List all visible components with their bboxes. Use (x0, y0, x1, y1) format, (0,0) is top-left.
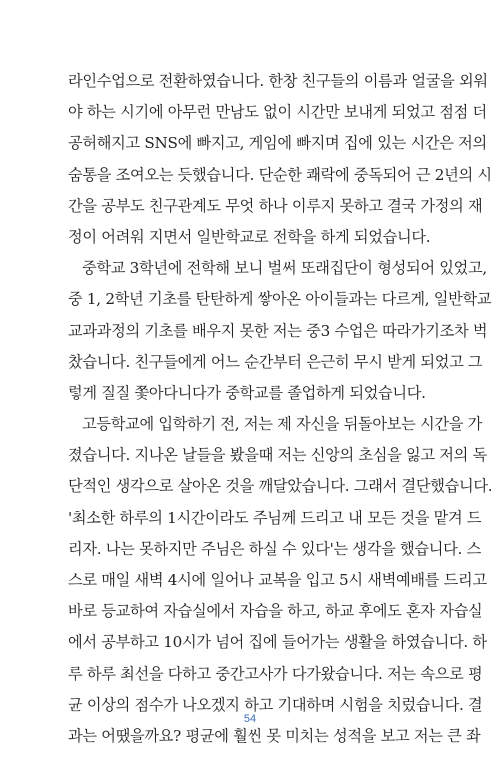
text-line: 과는 어땠을까요? 평균에 훨씬 못 미치는 성적을 보고 저는 큰 좌 (68, 726, 481, 745)
text-line: 야 하는 시기에 아무런 만남도 없이 시간만 보내게 되었고 점점 더 (68, 103, 487, 122)
text-line: 균 이상의 점수가 나오겠지 하고 기대하며 시험을 치렀습니다. 결 (68, 695, 483, 714)
text-line: 중 1, 2학년 기초를 탄탄하게 쌓아온 아이들과는 다르게, 일반학교 (68, 290, 492, 309)
text-line: 고등학교에 입학하기 전, 저는 제 자신을 뒤돌아보는 시간을 가 (82, 415, 483, 434)
text-line: 공허해지고 SNS에 빠지고, 게임에 빠지며 집에 있는 시간은 저의 (68, 134, 487, 153)
text-line: 중학교 3학년에 전학해 보니 벌써 또래집단이 형성되어 있었고, (82, 259, 487, 278)
paragraph-3 (68, 409, 493, 752)
paragraph-1 (68, 66, 492, 253)
text-line: 정이 어려워 지면서 일반학교로 전학을 하게 되었습니다. (68, 227, 431, 246)
page-number: 54 (243, 713, 257, 725)
text-line: 라인수업으로 전환하였습니다. 한창 친구들의 이름과 얼굴을 외워 (68, 72, 488, 90)
body-text (68, 66, 493, 752)
text-line: 리자. 나는 못하지만 주님은 하실 수 있다'는 생각을 했습니다. 스 (68, 539, 481, 558)
text-line: 간을 공부도 친구관계도 무엇 하나 이루지 못하고 결국 가정의 재 (68, 196, 483, 215)
text-line: 교과과정의 기초를 배우지 못한 저는 중3 수업은 따라가기조차 벅 (68, 321, 488, 340)
text-line: 바로 등교하여 자습실에서 자습을 하고, 하교 후에도 혼자 자습실 (68, 602, 483, 621)
text-line: 루 하루 최선을 다하고 중간고사가 다가왔습니다. 저는 속으로 평 (68, 664, 483, 683)
text-line: 찼습니다. 친구들에게 어느 순간부터 은근히 무시 받게 되었고 그 (68, 352, 483, 371)
text-line: 렇게 질질 쫓아다니다가 중학교를 졸업하게 되었습니다. (68, 383, 426, 402)
text-line: 숨통을 조여오는 듯했습니다. 단순한 쾌락에 중독되어 근 2년의 시 (68, 165, 492, 184)
text-line: 졌습니다. 지나온 날들을 봤을때 저는 신앙의 초심을 잃고 저의 독 (68, 446, 487, 465)
text-line: 단적인 생각으로 살아온 것을 깨달았습니다. 그래서 결단했습니다. (68, 477, 493, 496)
paragraph-2 (68, 253, 492, 409)
text-line: '최소한 하루의 1시간이라도 주님께 드리고 내 모든 것을 맡겨 드 (68, 508, 482, 527)
text-line: 스로 매일 새벽 4시에 일어나 교복을 입고 5시 새벽예배를 드리고 (68, 571, 487, 589)
text-line: 에서 공부하고 10시가 넘어 집에 들어가는 생활을 하였습니다. 하 (68, 633, 487, 652)
